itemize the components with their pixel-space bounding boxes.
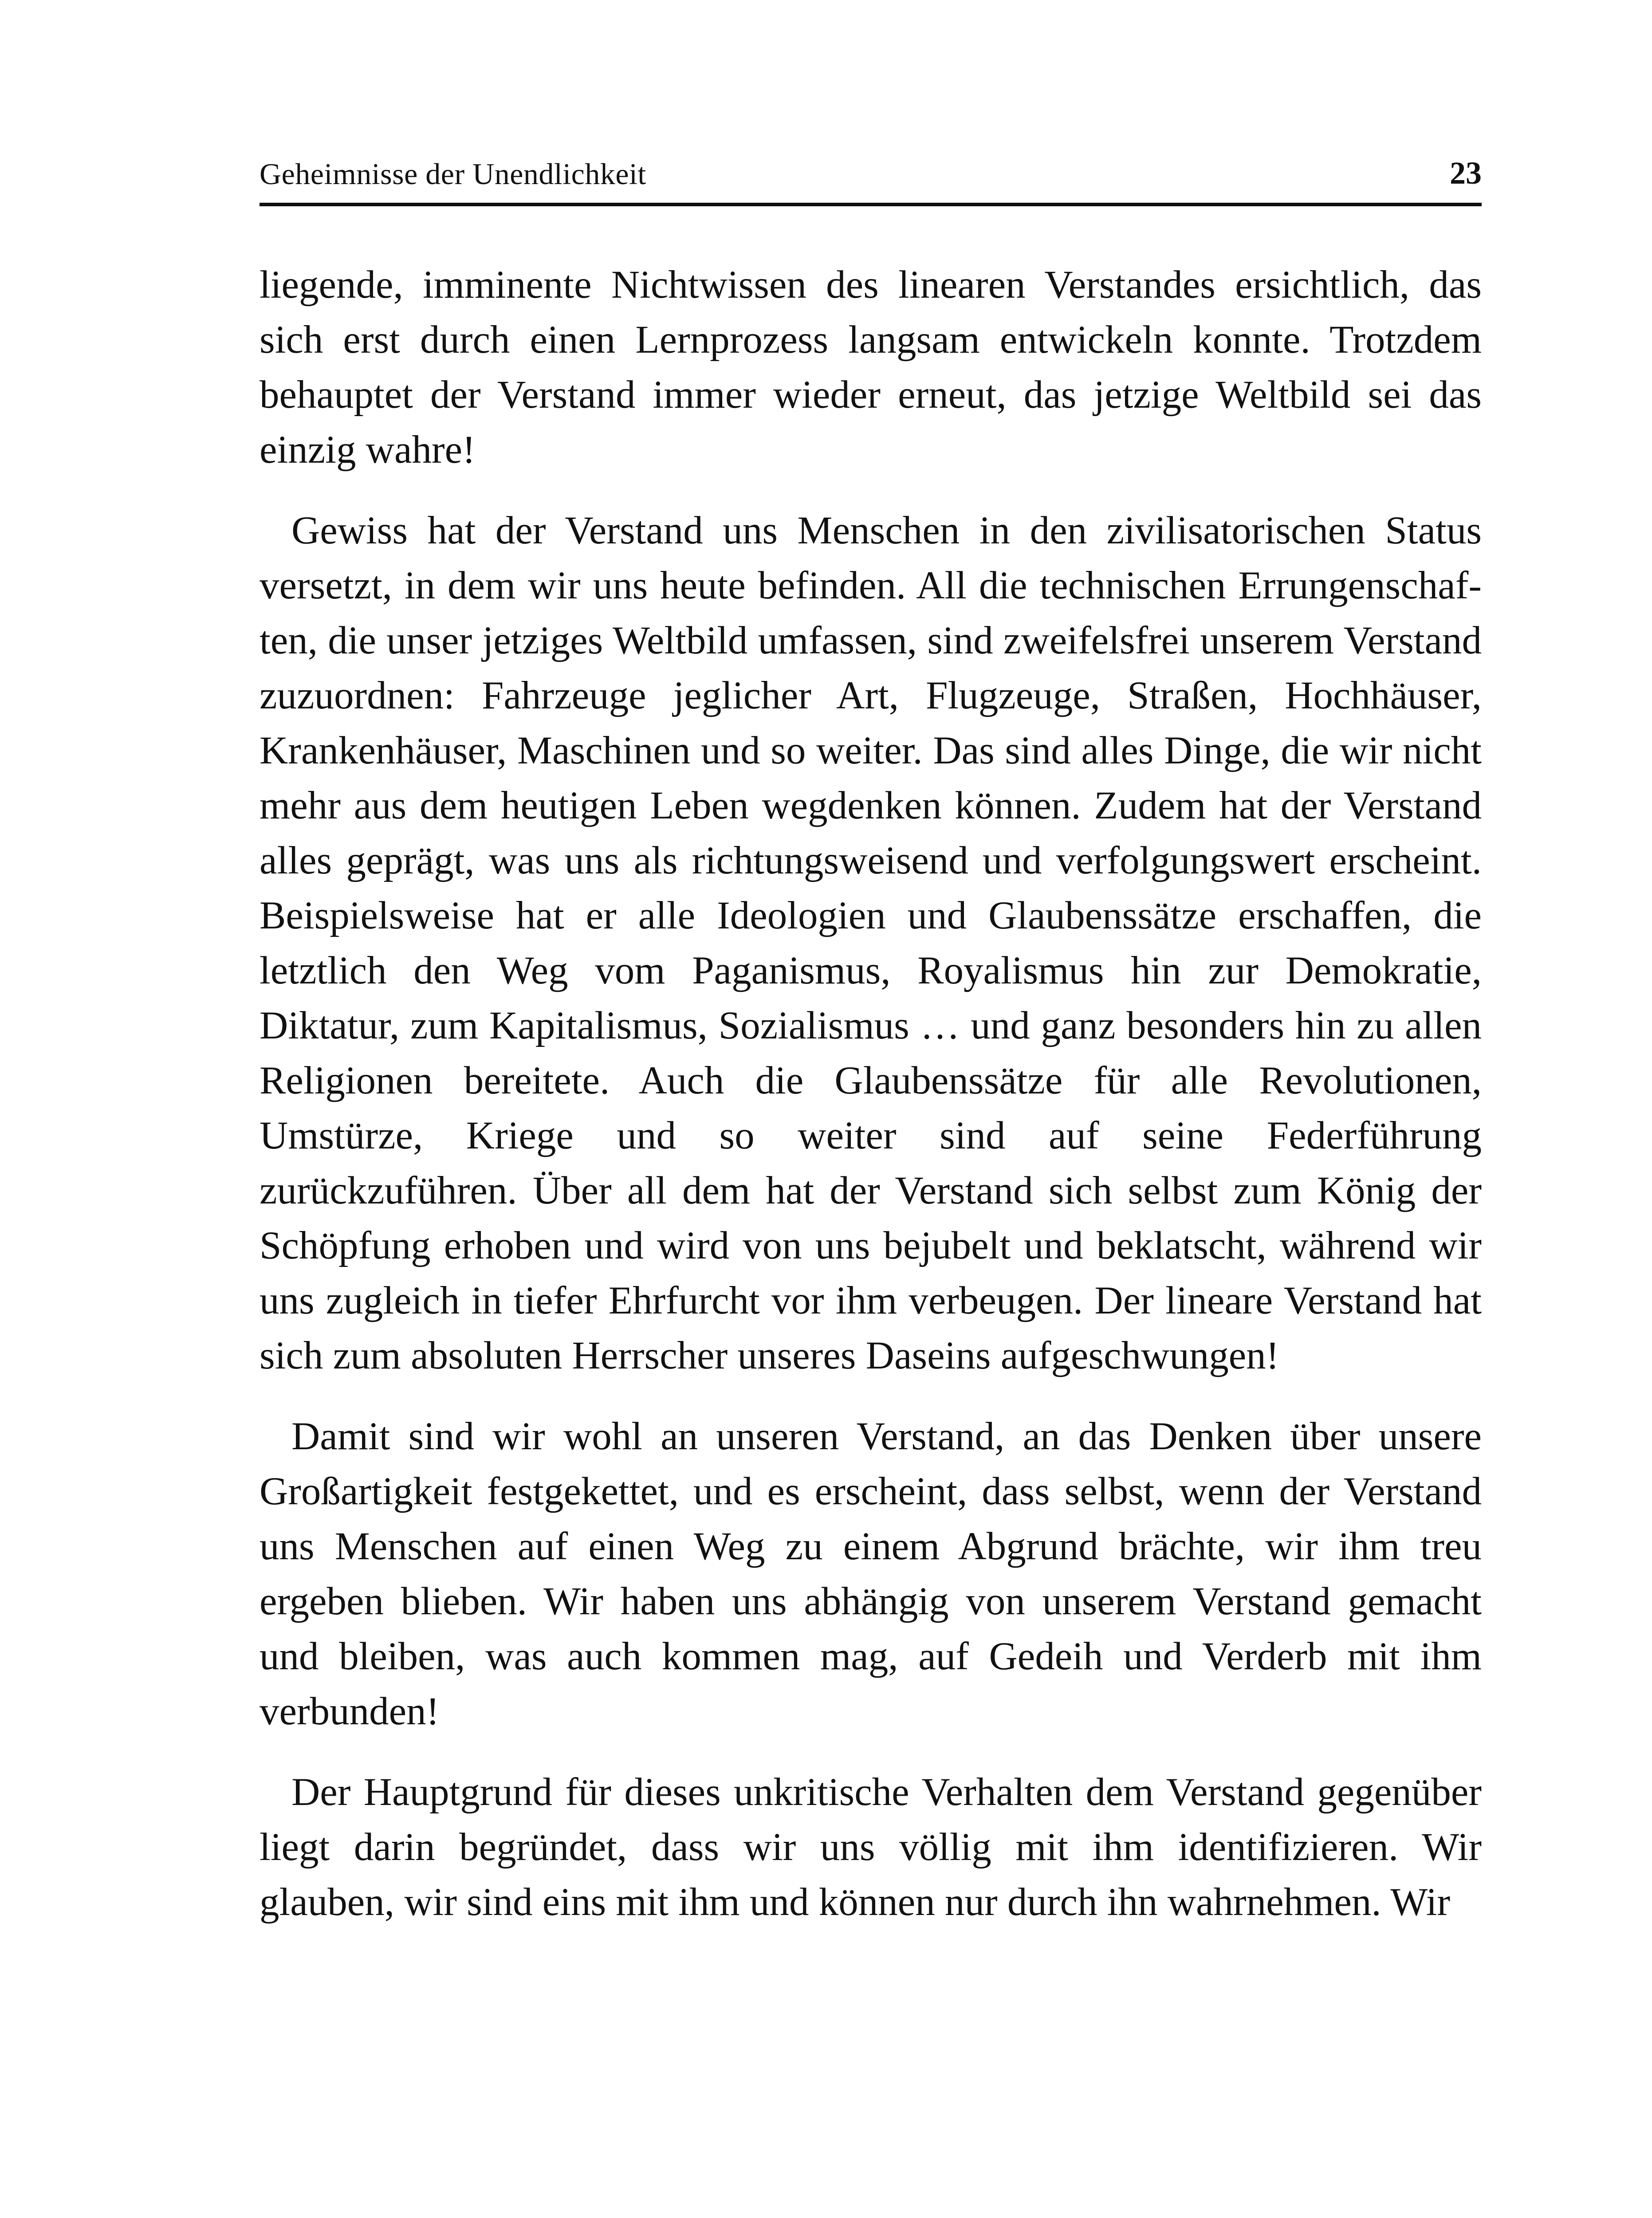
paragraph-hauptgrund: Der Hauptgrund für dieses unkritische Verhalten dem Verstand gegenüber liegt darin begründet, dass wir uns völlig mit ihm identifizieren. Wir glauben, wir sind eins mit ihm und können nur durch ihn wahrnehmen. Wir: [260, 1770, 1482, 1924]
page-header: [260, 151, 1482, 206]
paragraph-festgekettet: Damit sind wir wohl an unseren Verstand, an das Denken über unsere Großartigkeit festgekettet, und es erscheint, dass selbst, wenn der Verstand uns Menschen auf einen Weg zu einem Abgrund brächte, wir ihm treu ergeben blieben. Wir haben uns abhängig von unserem Verstand gemacht und bleiben, was auch kommen mag, auf Gedeih und Verderb mit ihm verbunden!: [260, 1415, 1482, 1733]
paragraph-continuation: liegende, imminente Nichtwissen des linearen Verstandes ersichtlich, das sich erst durch einen Lernprozess langsam entwickeln konnte. Trotzdem behauptet der Verstand immer wieder erneut, das jetzige Weltbild sei das einzig wahre!: [260, 263, 1482, 472]
paragraph-verstand-status: Gewiss hat der Verstand uns Menschen in den zivilisatorischen Status versetzt, in dem wir uns heute befinden. All die technischen Errungenschaften, die unser jetziges Weltbild umfassen, sind zweifelsfrei unserem Verstand zuzuordnen: Fahrzeuge jeglicher Art, Flugzeuge, Straßen, Hochhäuser, Krankenhäuser, Maschinen und so weiter. Das sind alles Dinge, die wir nicht mehr aus dem heutigen Leben wegdenken können. Zudem hat der Verstand alles geprägt, was uns als richtungsweisend und verfolgungswert erscheint. Beispielsweise hat er alle Ideologien und Glaubenssätze erschaffen, die letztlich den Weg vom Paganismus, Royalismus hin zur Demokratie, Diktatur, zum Kapitalismus, Sozialismus … und ganz besonders hin zu allen Religionen bereitete. Auch die Glaubenssätze für alle Revolutionen, Umstürze, Kriege und so weiter sind auf seine Federführung zurückzuführen. Über all dem hat der Verstand sich selbst zum König der Schöpfung erhoben und wird von uns bejubelt und beklatscht, während wir uns zugleich in tiefer Ehrfurcht vor ihm verbeugen. Der lineare Verstand hat sich zum absoluten Herrscher unseres Daseins aufgeschwungen!: [260, 509, 1482, 1377]
text-body: [260, 257, 1482, 1955]
page-number: 23: [1450, 155, 1482, 191]
running-title: Geheimnisse der Unendlichkeit: [260, 157, 646, 191]
